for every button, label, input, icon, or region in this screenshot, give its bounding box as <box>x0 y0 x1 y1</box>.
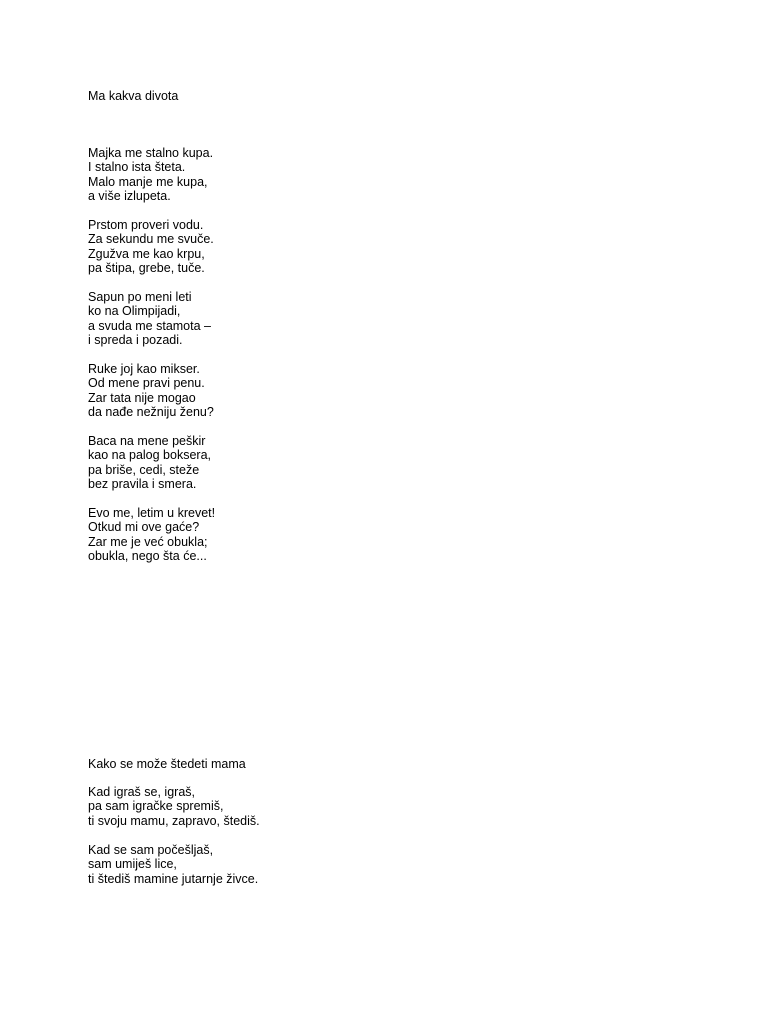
stanza <box>88 146 213 204</box>
verse-line: Za sekundu me svuče. <box>88 232 214 247</box>
poem-title: Ma kakva divota <box>88 89 179 103</box>
stanza <box>88 218 214 276</box>
stanza <box>88 434 211 492</box>
verse-line: Otkud mi ove gaće? <box>88 520 200 535</box>
verse-line: obukla, nego šta će... <box>88 549 207 564</box>
verse-line: ti svoju mamu, zapravo, štediš. <box>88 813 260 828</box>
stanza <box>88 843 258 886</box>
stanza <box>88 362 214 420</box>
verse-line: da nađe nežniju ženu? <box>88 405 214 420</box>
verse-line: Kad igraš se, igraš, <box>88 785 195 799</box>
verse-line: Zar tata nije mogao <box>88 390 196 405</box>
verse-line: pa štipa, grebe, tuče. <box>88 261 205 276</box>
verse-line: Od mene pravi penu. <box>88 376 205 391</box>
verse-line: Majka me stalno kupa. <box>88 146 214 160</box>
stanza <box>88 506 215 564</box>
verse-line: kao na palog boksera, <box>88 448 212 463</box>
verse-line: i spreda i pozadi. <box>88 333 183 348</box>
verse-line: Ruke joj kao mikser. <box>88 362 200 376</box>
stanza <box>88 290 211 348</box>
verse-line: Evo me, letim u krevet! <box>88 506 216 520</box>
stanza <box>88 785 260 828</box>
verse-line: a više izlupeta. <box>88 189 171 204</box>
verse-line: Malo manje me kupa, <box>88 174 208 189</box>
verse-line: a svuda me stamota – <box>88 318 211 333</box>
verse-line: I stalno ista šteta. <box>88 160 186 175</box>
verse-line: ti štediš mamine jutarnje živce. <box>88 871 259 886</box>
verse-line: Zar me je već obukla; <box>88 534 208 549</box>
verse-line: sam umiješ lice, <box>88 857 177 872</box>
poem-title: Kako se može štedeti mama <box>88 757 246 771</box>
verse-line: Baca na mene peškir <box>88 434 206 448</box>
verse-line: pa briše, cedi, steže <box>88 462 200 477</box>
verse-line: Kad se sam počešljaš, <box>88 843 214 857</box>
verse-line: Sapun po meni leti <box>88 290 192 304</box>
verse-line: Prstom proveri vodu. <box>88 218 204 232</box>
verse-line: pa sam igračke spremiš, <box>88 799 224 814</box>
verse-line: bez pravila i smera. <box>88 477 197 492</box>
verse-line: ko na Olimpijadi, <box>88 304 181 319</box>
verse-line: Zgužva me kao krpu, <box>88 246 205 261</box>
